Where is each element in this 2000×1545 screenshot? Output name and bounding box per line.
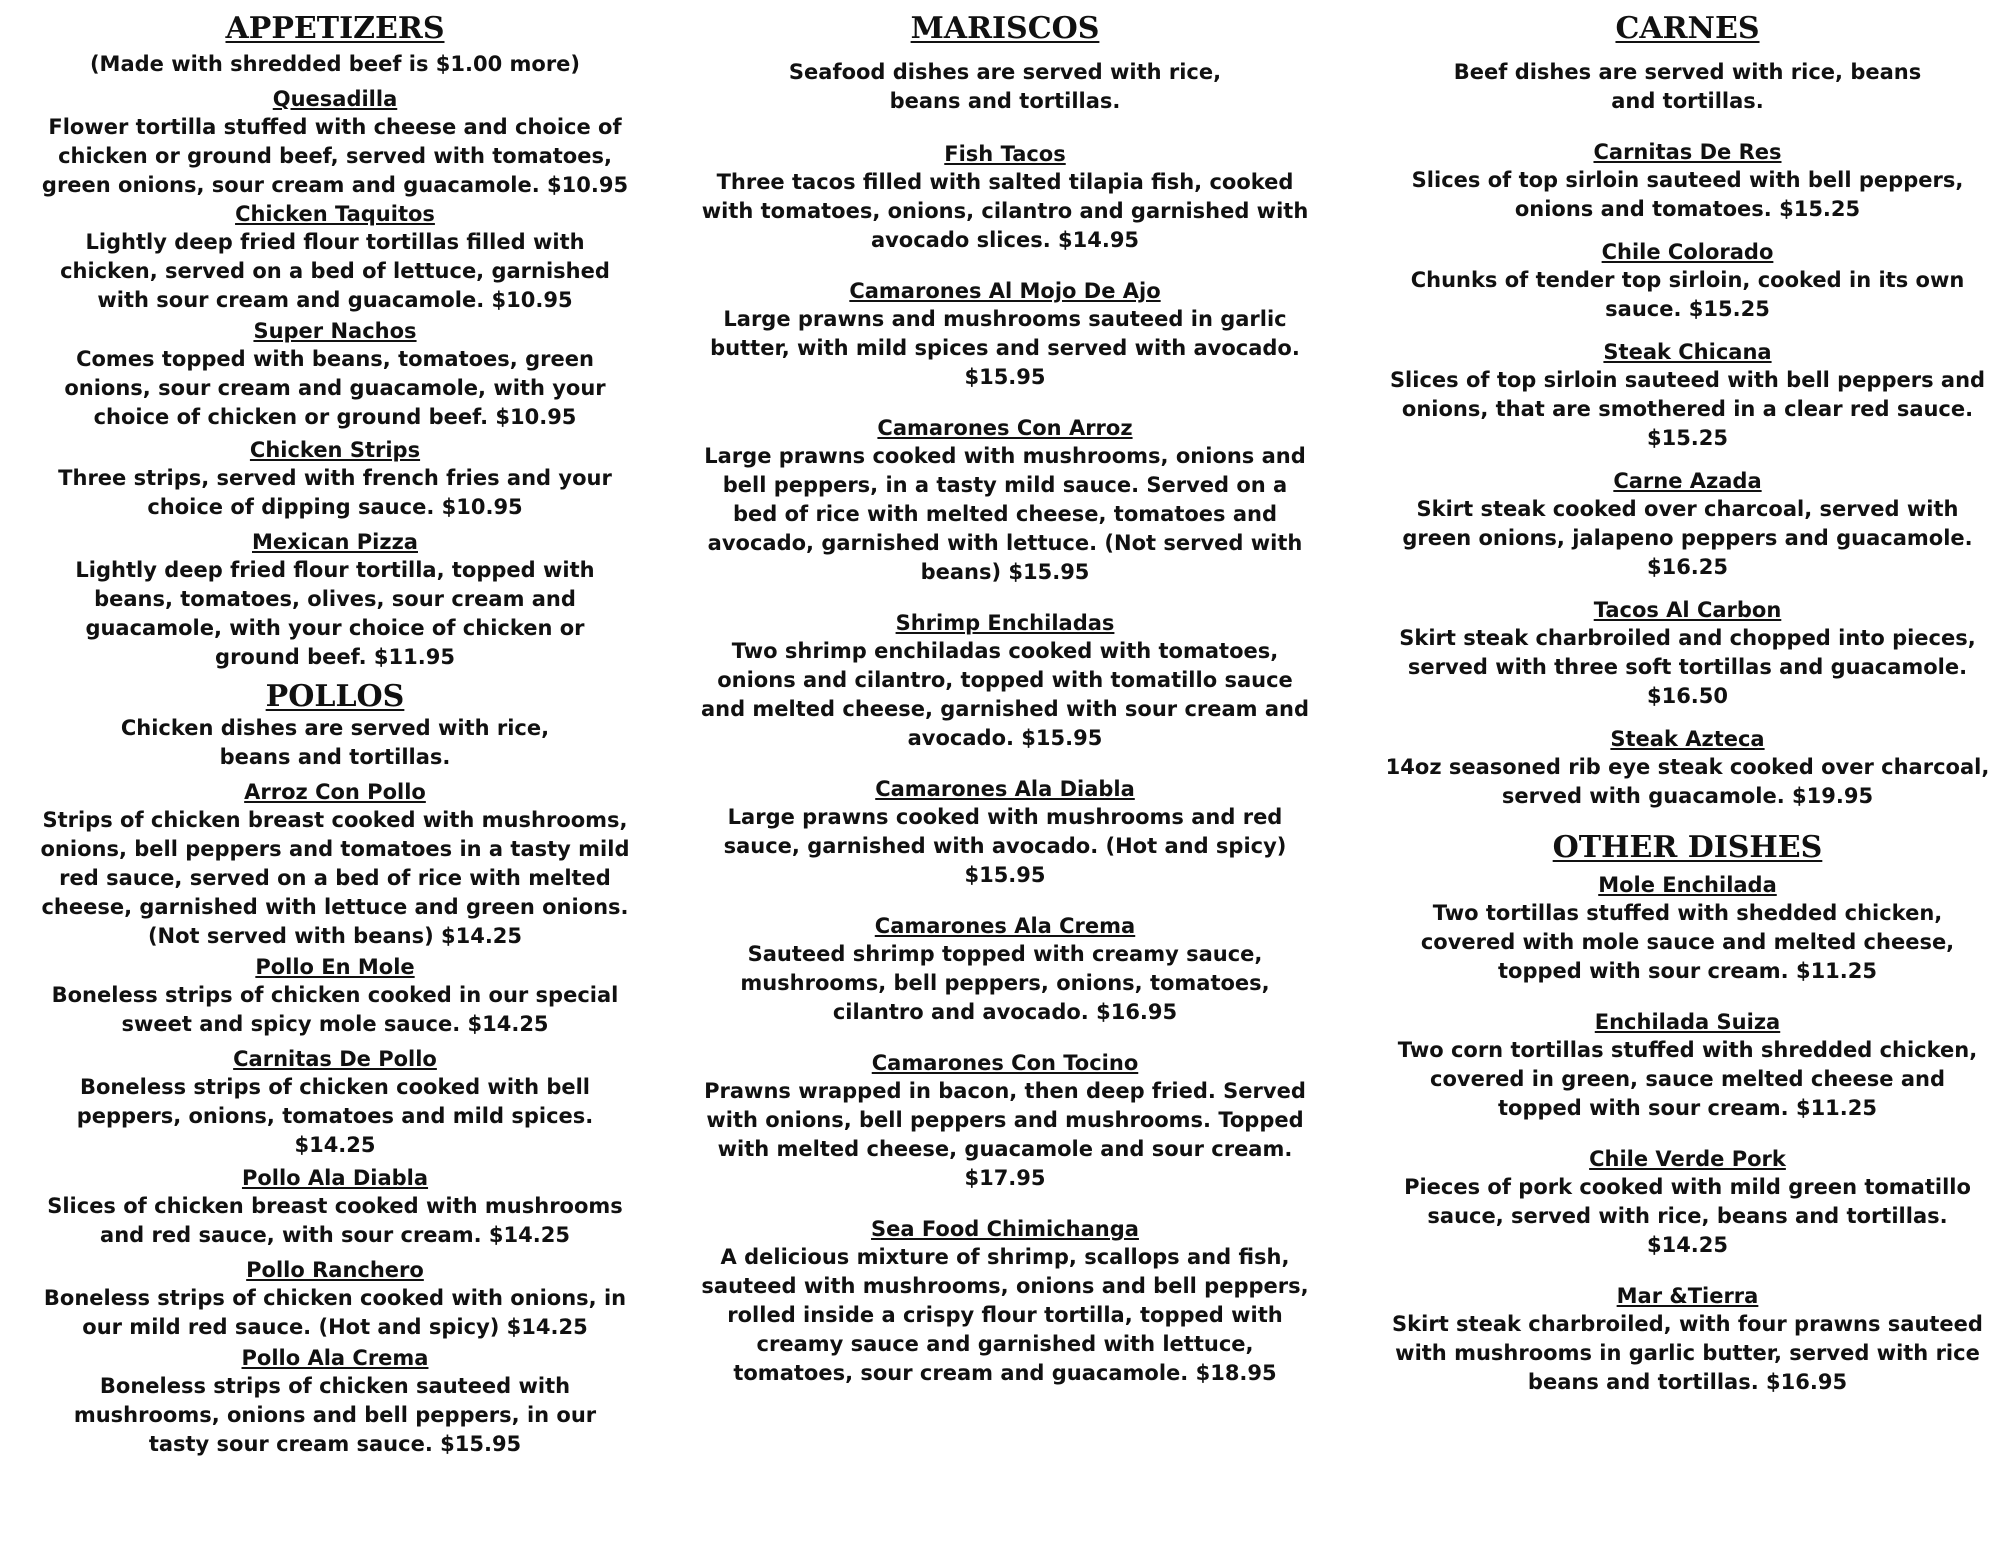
- appetizers-note: (Made with shredded beef is $1.00 more): [89, 52, 581, 76]
- item-name: Camarones Ala Crema: [874, 914, 1136, 938]
- item-name: Super Nachos: [253, 319, 417, 343]
- item-price: $19.95: [1792, 784, 1874, 808]
- carnes-title: CARNES: [1615, 11, 1760, 46]
- item-description: Large prawns and mushrooms sauteed in garlic butter, with mild spices and served with avocado.: [710, 307, 1300, 360]
- item-name: Carnitas De Res: [1593, 140, 1782, 164]
- item-description: Prawns wrapped in bacon, then deep fried. Served with onions, bell peppers and mushrooms. Topped with melted cheese, guacamole and sour cream.: [704, 1079, 1306, 1161]
- item-price: $11.25: [1795, 959, 1877, 983]
- pollos-note: Chicken dishes are served with rice, beans and tortillas.: [120, 716, 550, 769]
- item-price: $14.25: [440, 924, 523, 948]
- item-price: $15.95: [1021, 726, 1103, 750]
- menu-item: [700, 775, 1310, 890]
- item-price: $15.95: [1008, 560, 1090, 584]
- item-name: Arroz Con Pollo: [244, 780, 426, 804]
- item-name: Steak Azteca: [1610, 727, 1765, 751]
- item-description: Strips of chicken breast cooked with mushrooms, onions, bell peppers and tomatoes in a tasty mild red sauce, served on a bed of rice with melted cheese, garnished with lettuce and green onions. (Not served with beans): [40, 808, 630, 948]
- item-price: $17.95: [964, 1166, 1046, 1190]
- menu-item: [40, 1045, 630, 1160]
- item-description: Boneless strips of chicken cooked in our special sweet and spicy mole sauce.: [51, 983, 619, 1036]
- menu-item: [700, 414, 1310, 587]
- menu-item: [40, 317, 630, 432]
- menu-item: [40, 528, 630, 672]
- item-description: Slices of top sirloin sauteed with bell peppers and onions, that are smothered in a clear red sauce.: [1389, 368, 1986, 421]
- item-price: $16.95: [1766, 1370, 1848, 1394]
- item-name: Carnitas De Pollo: [233, 1047, 437, 1071]
- menu-item: [1385, 138, 1990, 224]
- item-price: $15.25: [1779, 197, 1861, 221]
- item-name: Camarones Con Tocino: [871, 1051, 1139, 1075]
- item-price: $14.25: [294, 1133, 376, 1157]
- menu-item: [40, 436, 630, 522]
- item-name: Sea Food Chimichanga: [871, 1217, 1139, 1241]
- menu-item: [1385, 1145, 1990, 1260]
- menu-item: [700, 609, 1310, 753]
- item-description: 14oz seasoned rib eye steak cooked over charcoal, served with guacamole.: [1385, 755, 1990, 808]
- other-dishes-title: OTHER DISHES: [1552, 830, 1823, 865]
- other-dishes-section: [1385, 831, 1990, 1397]
- item-name: Mole Enchilada: [1598, 873, 1777, 897]
- menu-item: [40, 200, 630, 315]
- item-description: Boneless strips of chicken cooked with bell peppers, onions, tomatoes and mild spices.: [76, 1075, 594, 1128]
- carnes-note: Beef dishes are served with rice, beans and tortillas.: [1453, 60, 1922, 113]
- menu-item: [1385, 467, 1990, 582]
- item-description: Flower tortilla stuffed with cheese and choice of chicken or ground beef, served with tomatoes, green onions, sour cream and guacamole.: [41, 115, 622, 197]
- menu-item: [40, 1164, 630, 1250]
- item-description: Lightly deep fried flour tortillas filled with chicken, served on a bed of lettuce, garnished with sour cream and guacamole.: [60, 230, 610, 312]
- item-description: Boneless strips of chicken cooked with onions, in our mild red sauce. (Hot and spicy): [43, 1286, 627, 1339]
- item-name: Carne Azada: [1613, 469, 1762, 493]
- item-name: Shrimp Enchiladas: [895, 611, 1115, 635]
- right-column: [1385, 0, 1990, 1397]
- item-price: $10.95: [495, 405, 577, 429]
- item-price: $18.95: [1195, 1361, 1277, 1385]
- item-price: $16.25: [1646, 555, 1729, 579]
- item-price: $10.95: [547, 173, 629, 197]
- item-name: Mar &Tierra: [1616, 1284, 1759, 1308]
- item-price: $11.25: [1795, 1096, 1877, 1120]
- item-name: Quesadilla: [272, 87, 398, 111]
- menu-item: [1385, 871, 1990, 986]
- item-name: Chile Verde Pork: [1589, 1147, 1786, 1171]
- item-description: Chunks of tender top sirloin, cooked in its own sauce.: [1410, 268, 1965, 321]
- appetizers-section: [40, 0, 630, 672]
- item-description: Slices of chicken breast cooked with mushrooms and red sauce, with sour cream.: [47, 1194, 623, 1247]
- pollos-section: [40, 680, 630, 1459]
- item-name: Pollo Ranchero: [246, 1258, 424, 1282]
- item-price: $15.25: [1688, 297, 1770, 321]
- item-price: $14.95: [1058, 228, 1140, 252]
- item-name: Fish Tacos: [944, 142, 1066, 166]
- item-price: $15.95: [964, 365, 1046, 389]
- item-name: Tacos Al Carbon: [1593, 598, 1782, 622]
- item-description: Pieces of pork cooked with mild green tomatillo sauce, served with rice, beans and tortillas.: [1404, 1175, 1971, 1228]
- item-name: Camarones Ala Diabla: [875, 777, 1135, 801]
- menu-item: [700, 912, 1310, 1027]
- item-description: Two shrimp enchiladas cooked with tomatoes, onions and cilantro, topped with tomatillo sauce and melted cheese, garnished with sour cream and avocado.: [700, 639, 1310, 750]
- item-name: Chile Colorado: [1601, 240, 1774, 264]
- item-price: $10.95: [491, 288, 573, 312]
- item-description: Three strips, served with french fries and your choice of dipping sauce.: [58, 466, 612, 519]
- menu-item: [700, 1215, 1310, 1388]
- item-description: Lightly deep fried flour tortilla, topped with beans, tomatoes, olives, sour cream and guacamole, with your choice of chicken or ground beef.: [75, 558, 595, 669]
- menu-item: [40, 953, 630, 1039]
- item-description: Three tacos filled with salted tilapia fish, cooked with tomatoes, onions, cilantro and garnished with avocado slices.: [701, 170, 1309, 252]
- menu-item: [40, 778, 630, 951]
- carnes-section: [1385, 0, 1990, 811]
- item-price: $15.95: [440, 1432, 522, 1456]
- item-price: $14.25: [1646, 1233, 1729, 1257]
- item-price: $10.95: [441, 495, 523, 519]
- menu-item: [1385, 596, 1990, 711]
- item-description: Two corn tortillas stuffed with shredded chicken, covered in green, sauce melted cheese and topped with sour cream.: [1397, 1038, 1978, 1120]
- item-description: Boneless strips of chicken sauteed with mushrooms, onions and bell peppers, in our tasty sour cream sauce.: [73, 1374, 597, 1456]
- item-description: Skirt steak cooked over charcoal, served with green onions, jalapeno peppers and guacamole.: [1402, 497, 1973, 550]
- item-name: Enchilada Suiza: [1594, 1010, 1781, 1034]
- item-price: $14.25: [488, 1223, 570, 1247]
- item-name: Mexican Pizza: [252, 530, 418, 554]
- item-name: Chicken Taquitos: [235, 202, 435, 226]
- menu-item: [40, 1256, 630, 1342]
- left-column: [40, 0, 630, 1459]
- menu-item: [40, 1344, 630, 1459]
- item-price: $15.95: [964, 863, 1046, 887]
- menu-item: [40, 85, 630, 200]
- item-price: $16.50: [1646, 684, 1729, 708]
- menu-item: [1385, 238, 1990, 324]
- item-description: A delicious mixture of shrimp, scallops and fish, sauteed with mushrooms, onions and bell peppers, rolled inside a crispy flour tortilla, topped with creamy sauce and garnished with lettuce, tomatoes, sour cream and guacamole.: [701, 1245, 1309, 1385]
- item-price: $14.25: [506, 1315, 588, 1339]
- item-price: $16.95: [1096, 1000, 1178, 1024]
- item-name: Pollo Ala Diabla: [241, 1166, 429, 1190]
- appetizers-title: APPETIZERS: [225, 11, 445, 46]
- item-description: Slices of top sirloin sauteed with bell peppers, onions and tomatoes.: [1411, 168, 1964, 221]
- item-description: Sauteed shrimp topped with creamy sauce, mushrooms, bell peppers, onions, tomatoes, cilantro and avocado.: [740, 942, 1270, 1024]
- item-name: Chicken Strips: [249, 438, 421, 462]
- mariscos-note: Seafood dishes are served with rice, beans and tortillas.: [788, 60, 1222, 113]
- mariscos-section: [700, 0, 1310, 1388]
- menu-item: [700, 1049, 1310, 1193]
- item-name: Pollo En Mole: [255, 955, 415, 979]
- item-name: Pollo Ala Crema: [241, 1346, 429, 1370]
- item-name: Steak Chicana: [1603, 340, 1772, 364]
- item-description: Skirt steak charbroiled, with four prawns sauteed with mushrooms in garlic butter, served with rice beans and tortillas.: [1392, 1312, 1983, 1394]
- menu-item: [700, 277, 1310, 392]
- item-price: $14.25: [467, 1012, 549, 1036]
- item-description: Two tortillas stuffed with shedded chicken, covered with mole sauce and melted cheese, topped with sour cream.: [1420, 901, 1955, 983]
- middle-column: [700, 0, 1310, 1388]
- item-price: $15.25: [1646, 426, 1729, 450]
- item-description: Comes topped with beans, tomatoes, green onions, sour cream and guacamole, with your choice of chicken or ground beef.: [64, 347, 606, 429]
- item-description: Skirt steak charbroiled and chopped into pieces, served with three soft tortillas and guacamole.: [1399, 626, 1976, 679]
- menu-item: [1385, 1008, 1990, 1123]
- item-price: $11.95: [373, 645, 455, 669]
- pollos-title: POLLOS: [265, 679, 405, 714]
- menu-item: [1385, 338, 1990, 453]
- menu-item: [700, 140, 1310, 255]
- item-name: Camarones Con Arroz: [877, 416, 1133, 440]
- item-description: Large prawns cooked with mushrooms, onions and bell peppers, in a tasty mild sauce. Served on a bed of rice with melted cheese, tomatoes and avocado, garnished with lettuce. (Not served with beans): [704, 444, 1306, 584]
- menu-item: [1385, 725, 1990, 811]
- menu-item: [1385, 1282, 1990, 1397]
- item-name: Camarones Al Mojo De Ajo: [849, 279, 1161, 303]
- item-description: Large prawns cooked with mushrooms and red sauce, garnished with avocado. (Hot and spicy): [723, 805, 1287, 858]
- mariscos-title: MARISCOS: [910, 11, 1100, 46]
